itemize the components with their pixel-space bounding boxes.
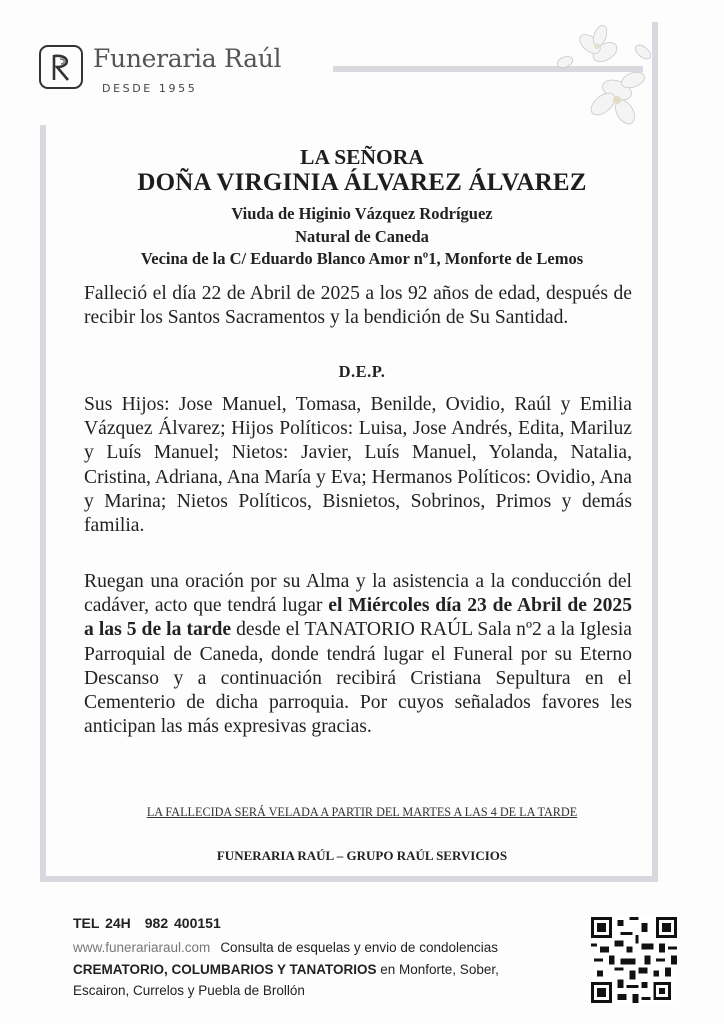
- deceased-name: DOÑA VIRGINIA ÁLVAREZ ÁLVAREZ: [137, 169, 587, 196]
- contact-text-part2: en Monforte, Sober, Escairon, Currelos y Puebla de Brollón: [73, 961, 499, 998]
- service-intro: Ruegan una oración por su Alma y la asistencia a la conducción del cadáver, acto que tendrá lugar: [84, 571, 632, 617]
- widow-of: Viuda de Higinio Vázquez Rodríguez: [231, 204, 493, 223]
- family-paragraph: Sus Hijos: Jose Manuel, Tomasa, Benilde, Ovidio, Raúl y Emilia Vázquez Álvarez; Hijos Políticos: Luisa, Jose Andrés, Edita, Mariluz y Luís Manuel; Nietos: Javier, Luís Manuel, Yolanda, Natalia, Cristina, Adriana, Ana María y Eva; Hermanos Políticos: Ovidio, Ana y Marina; Nietos Políticos, Bisnietos, Sobrinos, Primos y demás familia.: [84, 394, 632, 537]
- brand-since: DESDE 1955: [102, 82, 198, 95]
- flowers-icon: [545, 22, 657, 132]
- native-of: Natural de Caneda: [295, 227, 429, 246]
- contact-services: CREMATORIO, COLUMBARIOS Y TANATORIOS: [73, 961, 377, 977]
- tel-label: TEL 24H: [73, 915, 131, 931]
- brand-name: Funeraria Raúl: [93, 44, 282, 73]
- qr-code-icon[interactable]: [591, 917, 677, 1003]
- contact-text: [73, 937, 553, 1002]
- death-paragraph: Falleció el día 22 de Abril de 2025 a los 92 años de edad, después de recibir los Santos Sacramentos y la bendición de Su Santidad.: [84, 283, 632, 329]
- footer-brand: FUNERARIA RAÚL – GRUPO RAÚL SERVICIOS: [216, 848, 508, 863]
- service-paragraph: [84, 570, 632, 739]
- phone-line: [73, 915, 221, 931]
- website-link[interactable]: www.funerariaraul.com: [73, 940, 211, 955]
- contact-text-part1: Consulta de esquelas y envio de condolencias: [220, 940, 498, 955]
- tel-number[interactable]: 982 400151: [144, 915, 221, 931]
- wake-note-text: LA FALLECIDA SERÁ VELADA A PARTIR DEL MARTES A LAS 4 DE LA TARDE: [146, 805, 578, 819]
- service-date: el Miércoles día 23 de Abril de 2025 a las 5 de la tarde: [84, 595, 632, 641]
- dep-label: D.E.P.: [338, 362, 386, 381]
- title-line-1: LA SEÑORA: [300, 145, 424, 169]
- brand-logo-icon: [39, 45, 83, 89]
- resident-of: Vecina de la C/ Eduardo Blanco Amor nº1, Monforte de Lemos: [140, 249, 584, 268]
- wake-note: [0, 805, 724, 820]
- frame-bottom-line: [40, 876, 658, 882]
- service-details: desde el TANATORIO RAÚL Sala nº2 a la Iglesia Parroquial de Caneda, donde tendrá lugar el Funeral por su Eterno Descanso y a continuación recibirá Cristiana Sepultura en el Cementerio de dicha parroquia. Por cuyos señalados favores les anticipan las más expresivas gracias.: [84, 619, 632, 738]
